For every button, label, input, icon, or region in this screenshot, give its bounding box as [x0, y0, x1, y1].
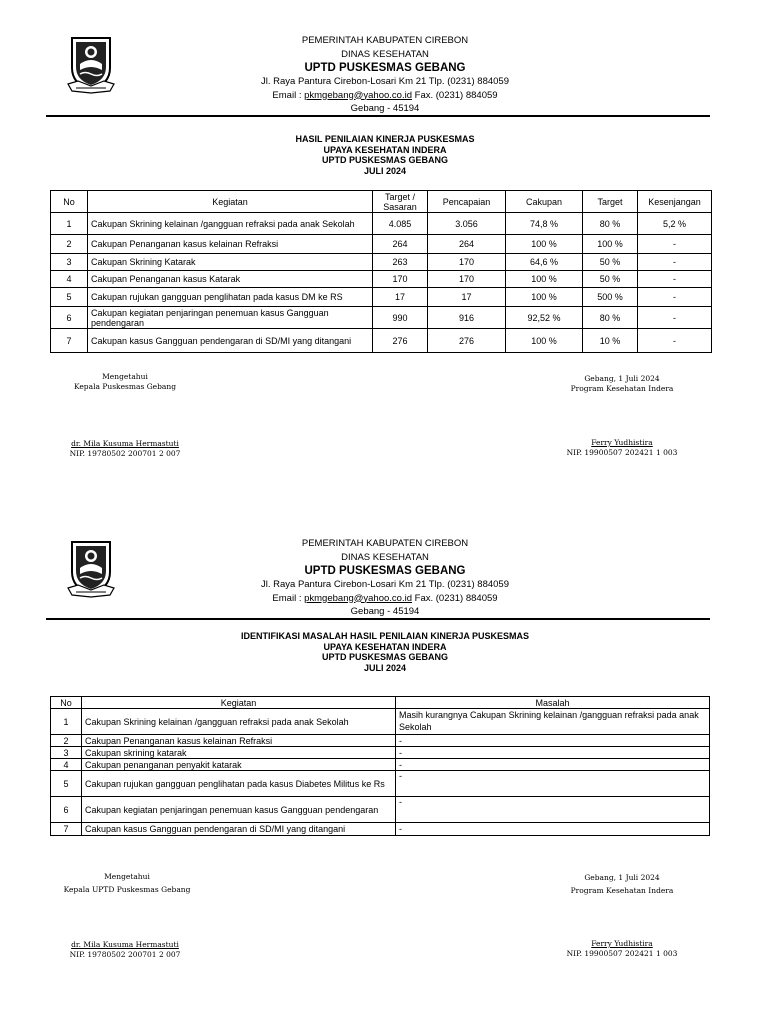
- table-row: 2 Cakupan Penanganan kasus kelainan Refraksi -: [51, 735, 710, 747]
- table-row: 6 Cakupan kegiatan penjaringan penemuan kasus Gangguan pendengaran 990 916 92,52 % 80 % -: [51, 307, 712, 329]
- signature-left-name: dr. Mila Kusuma Hermastuti NIP. 19780502 200701 2 007: [69, 940, 181, 959]
- gov-name: PEMERINTAH KABUPATEN CIREBON: [301, 538, 469, 549]
- dept-name: DINAS KESEHATAN: [341, 48, 429, 60]
- dept-name: DINAS KESEHATAN: [341, 551, 429, 563]
- org-name: UPTD PUSKESMAS GEBANG: [304, 565, 466, 577]
- table-row: 7 Cakupan kasus Gangguan pendengaran di SD/MI yang ditangani -: [51, 823, 710, 836]
- problem-table: [50, 696, 710, 836]
- table-row: 2 Cakupan Penanganan kasus kelainan Refraksi 264 264 100 % 100 % -: [51, 235, 712, 254]
- table-row: 5 Cakupan rujukan gangguan penglihatan pada kasus DM ke RS 17 17 100 % 500 % -: [51, 288, 712, 307]
- table-row: 1 Cakupan Skrining kelainan /gangguan refraksi pada anak Sekolah 4.085 3.056 74,8 % 80 % 5,2 %: [51, 213, 712, 235]
- signature-right: Gebang, 1 Juli 2024 Program Kesehatan Indera: [570, 873, 674, 895]
- signature-right-name: Ferry Yudhistira NIP. 19900507 202421 1 003: [566, 939, 678, 958]
- contact-line: Email : pkmgebang@yahoo.co.id Fax. (0231) 884059: [272, 592, 498, 604]
- table-row: 1 Cakupan Skrining kelainan /gangguan refraksi pada anak Sekolah Masih kurangnya Cakupan Skrining kelainan /gangguan refraksi pada anak Sekolah: [51, 709, 710, 735]
- org-name: UPTD PUSKESMAS GEBANG: [304, 62, 466, 74]
- report-title: IDENTIFIKASI MASALAH HASIL PENILAIAN KINERJA PUSKESMAS UPAYA KESEHATAN INDERA UPTD PUSKESMAS GEBANG JULI 2024: [240, 631, 530, 673]
- report-title: HASIL PENILAIAN KINERJA PUSKESMAS UPAYA KESEHATAN INDERA UPTD PUSKESMAS GEBANG JULI 2024: [295, 134, 475, 176]
- performance-table: [50, 190, 712, 353]
- signature-right-name: Ferry Yudhistira NIP. 19900507 202421 1 003: [566, 438, 678, 457]
- table-row: 3 Cakupan skrining katarak -: [51, 747, 710, 759]
- cirebon-emblem-icon: [66, 34, 116, 94]
- address: Jl. Raya Pantura Cirebon-Losari Km 21 Tlp. (0231) 884059: [260, 76, 510, 87]
- email-link[interactable]: pkmgebang@yahoo.co.id: [304, 592, 412, 604]
- signature-left-name: dr. Mila Kusuma Hermastuti NIP. 19780502 200701 2 007: [69, 439, 181, 458]
- city-postcode: Gebang - 45194: [350, 103, 420, 114]
- contact-line: Email : pkmgebang@yahoo.co.id Fax. (0231) 884059: [272, 89, 498, 101]
- signature-left: Mengetahui Kepala UPTD Puskesmas Gebang: [63, 872, 191, 894]
- city-postcode: Gebang - 45194: [350, 606, 420, 617]
- report-page-1: [0, 0, 768, 510]
- letterhead: [200, 34, 570, 116]
- signature-right: Gebang, 1 Juli 2024 Program Kesehatan Indera: [570, 374, 674, 393]
- letterhead: [200, 537, 570, 619]
- table-row: 7 Cakupan kasus Gangguan pendengaran di SD/MI yang ditangani 276 276 100 % 10 % -: [51, 329, 712, 353]
- table-row: 4 Cakupan penanganan penyakit katarak -: [51, 759, 710, 771]
- table-row: 5 Cakupan rujukan gangguan penglihatan pada kasus Diabetes Militus ke Rs -: [51, 771, 710, 797]
- table-header-row: No Kegiatan Masalah: [51, 697, 710, 709]
- header-divider: [46, 115, 710, 117]
- header-divider: [46, 618, 710, 620]
- signature-left: Mengetahui Kepala Puskesmas Gebang: [73, 372, 177, 391]
- address: Jl. Raya Pantura Cirebon-Losari Km 21 Tlp. (0231) 884059: [260, 579, 510, 590]
- table-row: 3 Cakupan Skrining Katarak 263 170 64,6 % 50 % -: [51, 254, 712, 271]
- email-link[interactable]: pkmgebang@yahoo.co.id: [304, 89, 412, 101]
- cirebon-emblem-icon: [66, 538, 116, 598]
- table-header-row: No Kegiatan Target / Sasaran Pencapaian Cakupan Target Kesenjangan: [51, 191, 712, 213]
- gov-name: PEMERINTAH KABUPATEN CIREBON: [301, 35, 469, 46]
- table-row: 6 Cakupan kegiatan penjaringan penemuan kasus Gangguan pendengaran -: [51, 797, 710, 823]
- table-row: 4 Cakupan Penanganan kasus Katarak 170 170 100 % 50 % -: [51, 271, 712, 288]
